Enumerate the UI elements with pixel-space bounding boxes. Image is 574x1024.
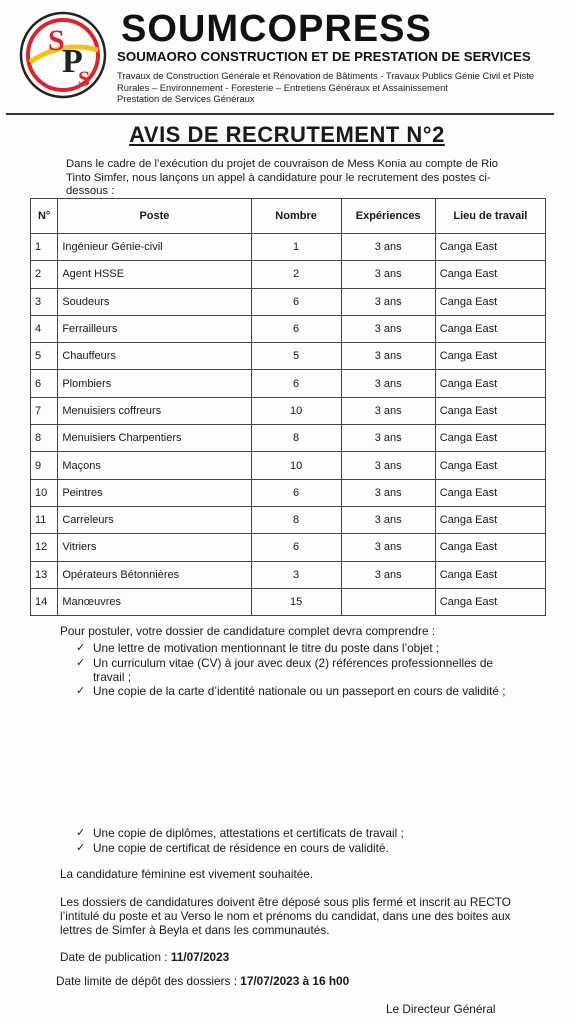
row-number: 9: [31, 452, 58, 479]
company-logo: [18, 10, 108, 100]
table-row: [31, 370, 546, 397]
row-count: 6: [251, 315, 341, 342]
company-activities: [117, 70, 557, 105]
row-count: 15: [251, 588, 341, 615]
company-full-name: SOUMAORO CONSTRUCTION ET DE PRESTATION DE SERVICES: [117, 49, 531, 64]
row-count: 2: [251, 261, 341, 288]
row-experience: 3 ans: [341, 397, 435, 424]
table-row: [31, 261, 546, 288]
table-row: [31, 534, 546, 561]
row-number: 14: [31, 588, 58, 615]
checkmark-icon: ✓: [76, 656, 86, 669]
notice-title: AVIS DE RECRUTEMENT N°2: [129, 122, 445, 147]
document-item: [76, 842, 526, 856]
row-count: 10: [251, 452, 341, 479]
row-number: 3: [31, 288, 58, 315]
checkmark-icon: ✓: [76, 642, 86, 654]
activities-line: Rurales – Environnement - Foresterie – Entretiens Généraux et Assainissement: [117, 81, 448, 93]
row-experience: 3 ans: [341, 452, 435, 479]
row-position: Chauffeurs: [58, 343, 251, 370]
document-item: [76, 685, 526, 699]
row-experience: [341, 588, 435, 615]
row-experience: 3 ans: [341, 370, 435, 397]
publication-date: [60, 950, 229, 964]
women-encouraged-note: La candidature féminine est vivement souhaitée.: [60, 867, 314, 881]
row-count: 5: [251, 343, 341, 370]
table-row: [31, 397, 546, 424]
row-position: Menuisiers coffreurs: [58, 397, 251, 424]
document-item-text: Un curriculum vitae (CV) à jour avec deux (2) références professionnelles de travail ;: [93, 655, 493, 684]
table-row: [31, 234, 546, 261]
row-location: Canga East: [435, 452, 545, 479]
company-header: [117, 9, 557, 105]
header-position: Poste: [58, 199, 251, 234]
row-location: Canga East: [435, 506, 545, 533]
table-row: [31, 425, 546, 452]
table-row: [31, 315, 546, 342]
row-number: 6: [31, 370, 58, 397]
svg-text:P: P: [62, 43, 83, 80]
row-location: Canga East: [435, 343, 545, 370]
document-item-text: Une copie de certificat de résidence en cours de validité.: [93, 840, 389, 855]
intro-paragraph: Dans le cadre de l’exécution du projet de couvraison de Mess Konia au compte de Rio Tinto Simfer, nous lançons un appel à candidature pour le recrutement des postes ci-dessous :: [66, 158, 499, 197]
row-count: 8: [251, 506, 341, 533]
row-location: Canga East: [435, 425, 545, 452]
row-count: 6: [251, 479, 341, 506]
row-location: Canga East: [435, 561, 545, 588]
row-count: 6: [251, 370, 341, 397]
document-item: [76, 657, 526, 685]
row-number: 11: [31, 506, 58, 533]
row-experience: 3 ans: [341, 479, 435, 506]
row-number: 13: [31, 561, 58, 588]
signature-title: Le Directeur Général: [386, 1002, 496, 1016]
row-count: 3: [251, 561, 341, 588]
row-location: Canga East: [435, 588, 545, 615]
header-location: Lieu de travail: [435, 199, 545, 234]
row-location: Canga East: [435, 234, 545, 261]
document-item: [76, 642, 526, 656]
row-location: Canga East: [435, 261, 545, 288]
row-experience: 3 ans: [341, 315, 435, 342]
submission-instructions: Les dossiers de candidatures doivent être déposé sous plis fermé et inscrit au RECTO l’intitulé du poste et au Verso le nom et prénoms du candidat, dans une des boites aux lettres de Simfer à Beyla et dans les communautés.: [60, 895, 511, 937]
document-item-text: Une copie de diplômes, attestations et certificats de travail ;: [93, 826, 404, 840]
table-row: [31, 343, 546, 370]
row-count: 6: [251, 534, 341, 561]
row-count: 8: [251, 425, 341, 452]
row-location: Canga East: [435, 288, 545, 315]
row-position: Agent HSSE: [58, 261, 251, 288]
svg-text:S: S: [48, 24, 65, 57]
row-number: 8: [31, 425, 58, 452]
checkmark-icon: ✓: [76, 685, 86, 698]
svg-text:S: S: [78, 66, 91, 91]
row-location: Canga East: [435, 479, 545, 506]
deadline-date: [56, 974, 349, 988]
document-item-text: Une copie de la carte d’identité nationale ou un passeport en cours de validité ;: [93, 684, 506, 699]
row-position: Plombiers: [58, 370, 251, 397]
row-experience: 3 ans: [341, 506, 435, 533]
table-row: [31, 479, 546, 506]
application-intro: Pour postuler, votre dossier de candidature complet devra comprendre :: [60, 624, 436, 638]
header-divider: [6, 113, 554, 115]
row-position: Maçons: [58, 452, 251, 479]
company-name: SOUMCOPRESS: [121, 8, 432, 50]
document-item-text: Une lettre de motivation mentionnant le titre du poste dans l’objet ;: [93, 641, 440, 655]
header-count: Nombre: [251, 199, 341, 234]
row-experience: 3 ans: [341, 561, 435, 588]
row-experience: 3 ans: [341, 425, 435, 452]
row-position: Opérateurs Bétonnières: [58, 561, 251, 588]
row-position: Vitriers: [58, 534, 251, 561]
publication-date-value: 11/07/2023: [170, 950, 230, 964]
table-row: [31, 506, 546, 533]
row-location: Canga East: [435, 370, 545, 397]
positions-table: [30, 198, 546, 616]
row-location: Canga East: [435, 534, 545, 561]
table-header-row: [31, 199, 546, 234]
row-count: 6: [251, 288, 341, 315]
row-experience: 3 ans: [341, 234, 435, 261]
activities-line: Travaux de Construction Générale et Rénovation de Bâtiments - Travaux Publics Génie Civil et Piste: [117, 70, 535, 81]
row-number: 4: [31, 315, 58, 342]
row-number: 7: [31, 397, 58, 424]
row-experience: 3 ans: [341, 343, 435, 370]
header-experience: Expériences: [341, 199, 435, 234]
row-experience: 3 ans: [341, 534, 435, 561]
publication-date-label: Date de publication :: [60, 950, 171, 964]
header-number: N°: [31, 199, 58, 234]
row-position: Menuisiers Charpentiers: [58, 425, 251, 452]
table-row: [31, 588, 546, 615]
row-number: 5: [31, 343, 58, 370]
checkmark-icon: ✓: [76, 827, 86, 839]
row-location: Canga East: [435, 397, 545, 424]
row-count: 10: [251, 397, 341, 424]
row-number: 1: [31, 234, 58, 261]
row-position: Soudeurs: [58, 288, 251, 315]
document-item: [76, 827, 526, 841]
row-number: 12: [31, 534, 58, 561]
row-position: Manœuvres: [58, 588, 251, 615]
required-documents-list: [76, 642, 526, 700]
table-row: [31, 561, 546, 588]
table-row: [31, 288, 546, 315]
row-count: 1: [251, 234, 341, 261]
required-documents-list-continued: [76, 827, 526, 857]
row-position: Carreleurs: [58, 506, 251, 533]
row-number: 10: [31, 479, 58, 506]
activities-line: Prestation de Services Généraux: [117, 93, 255, 104]
row-position: Peintres: [58, 479, 251, 506]
row-position: Ferrailleurs: [58, 315, 251, 342]
checkmark-icon: ✓: [76, 841, 86, 854]
row-experience: 3 ans: [341, 261, 435, 288]
deadline-value: 17/07/2023 à 16 h00: [240, 974, 350, 988]
row-position: Ingénieur Génie-civil: [58, 234, 251, 261]
table-row: [31, 452, 546, 479]
row-location: Canga East: [435, 315, 545, 342]
row-number: 2: [31, 261, 58, 288]
deadline-label: Date limite de dépôt des dossiers :: [56, 974, 241, 988]
row-experience: 3 ans: [341, 288, 435, 315]
